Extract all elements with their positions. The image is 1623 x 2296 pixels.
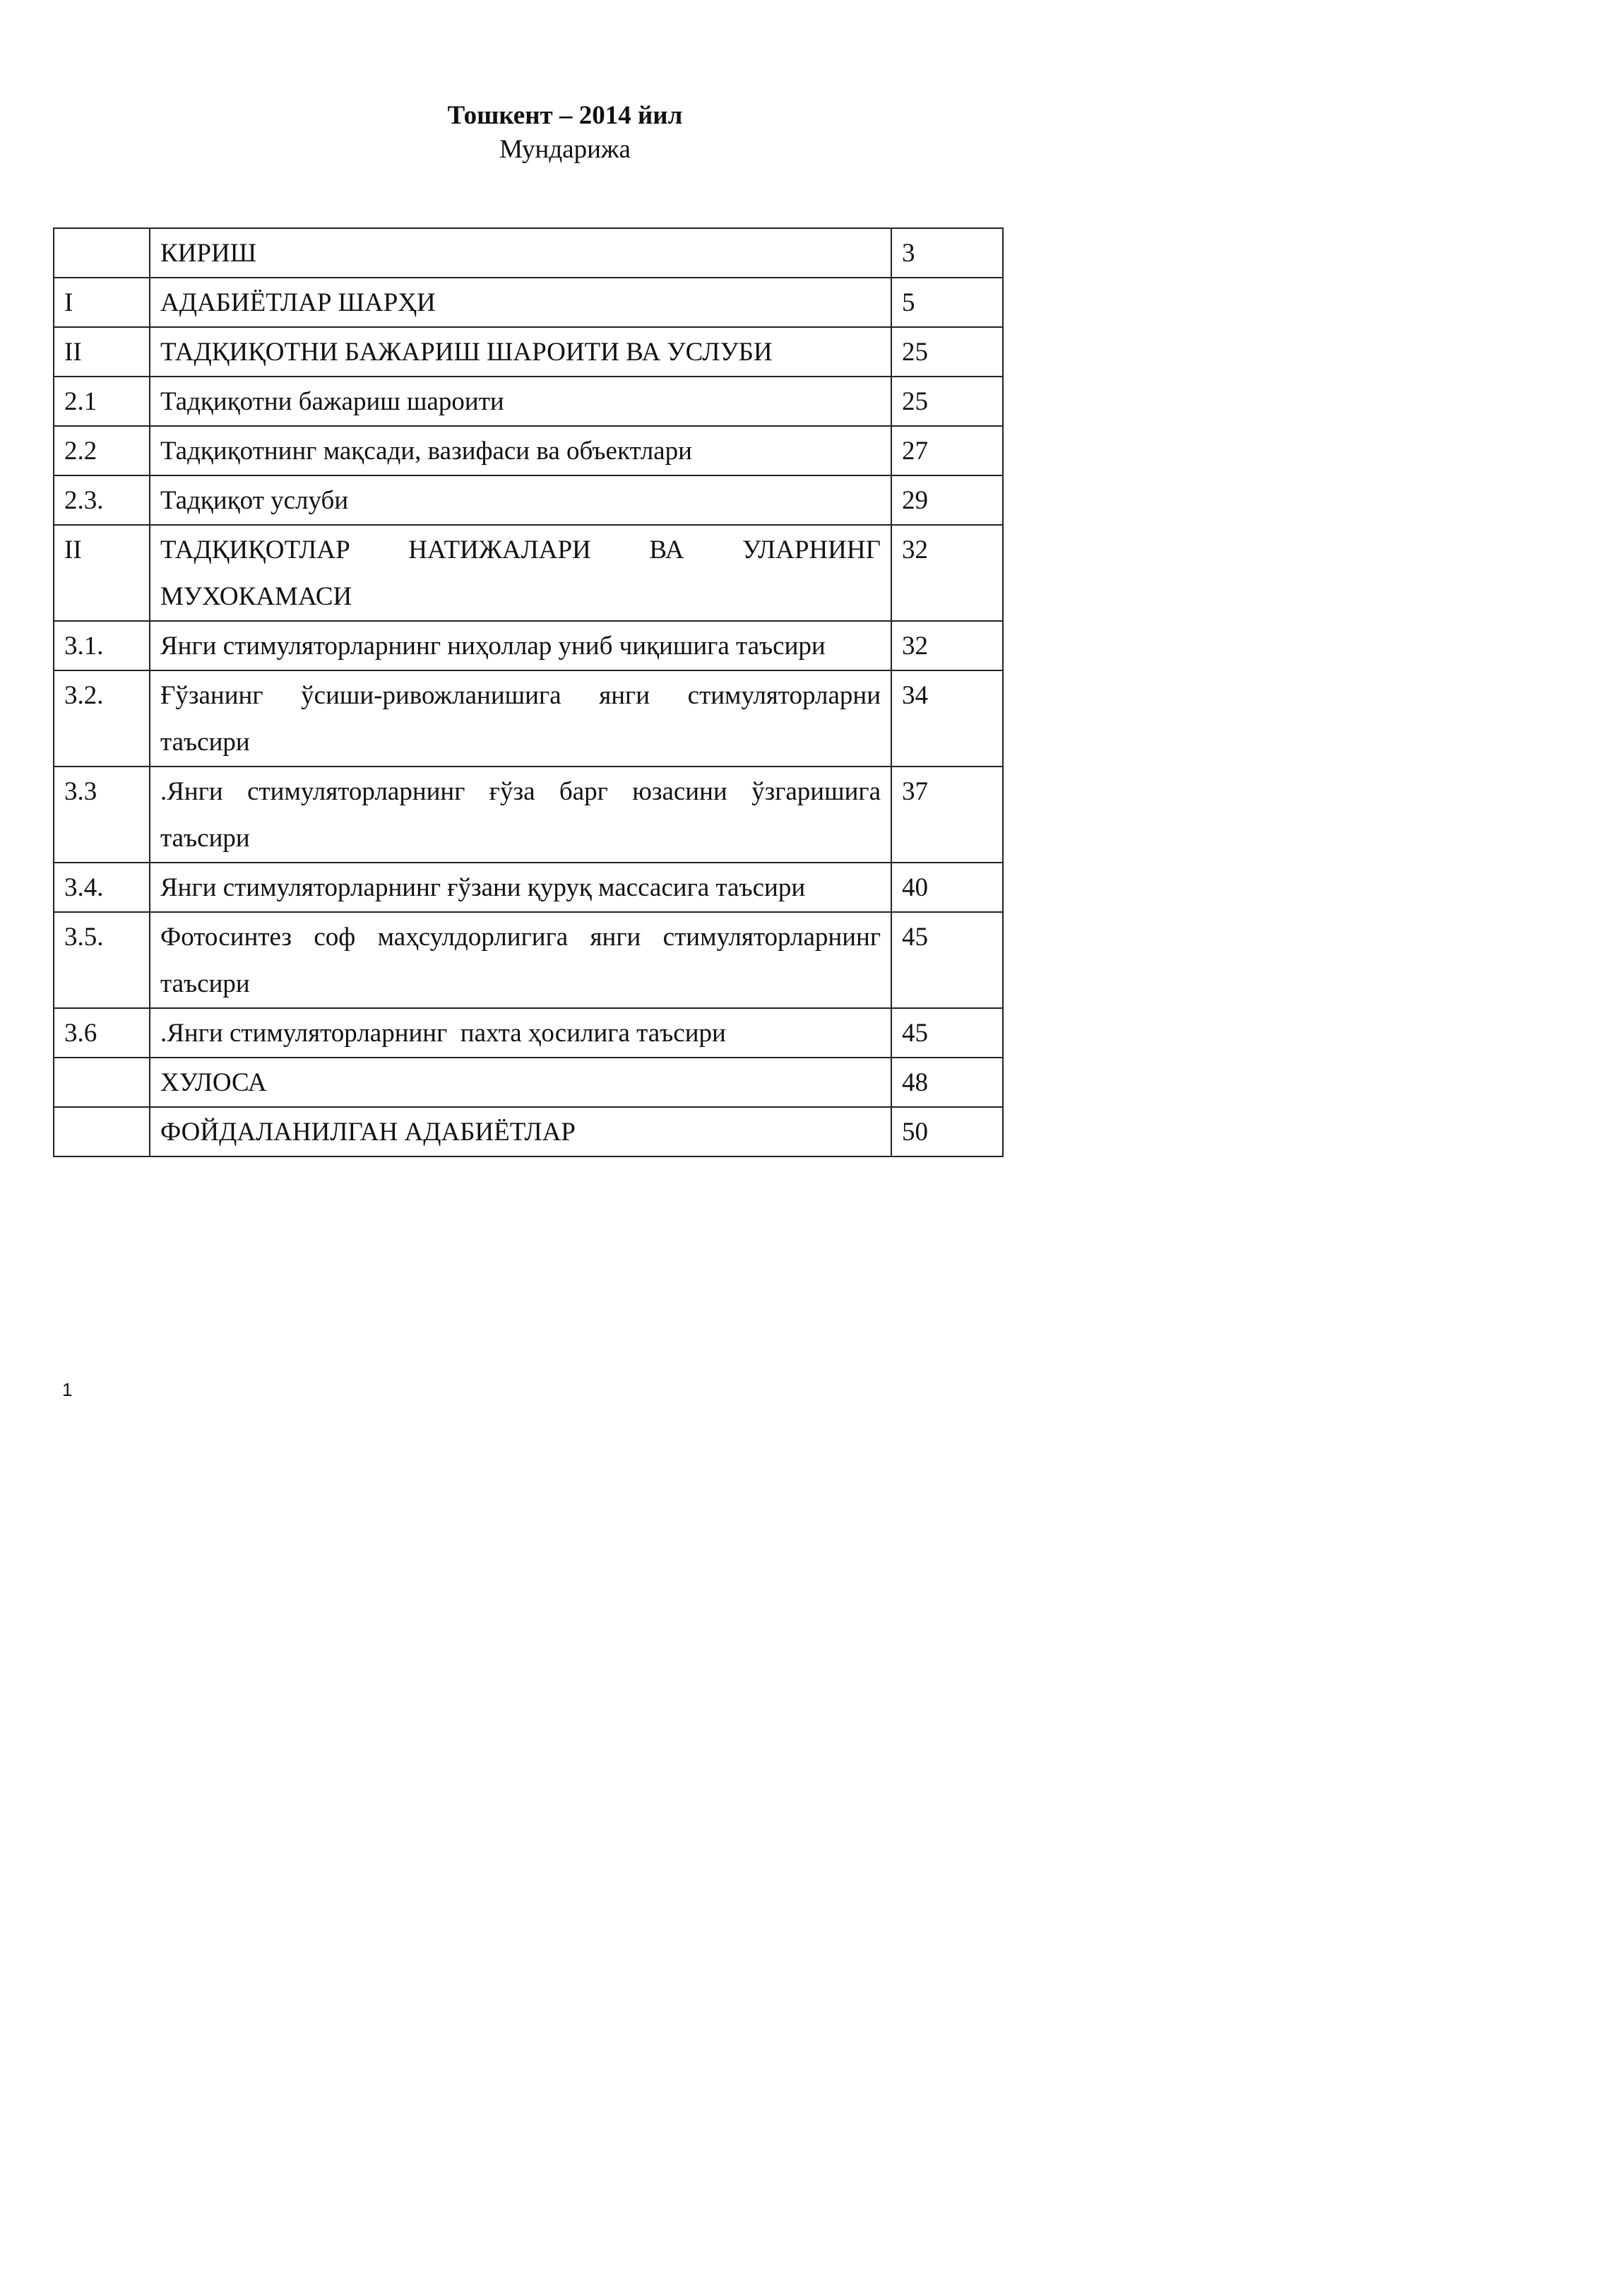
toc-page-number: 25 — [891, 377, 1003, 426]
toc-row — [54, 912, 1003, 1008]
toc-row — [54, 863, 1003, 912]
toc-section-number — [54, 228, 150, 278]
toc-section-title: ТАДҚИҚОТНИ БАЖАРИШ ШАРОИТИ ВА УСЛУБИ — [150, 327, 891, 377]
toc-table — [53, 227, 1004, 1157]
toc-title: Мундарижа — [499, 135, 631, 164]
toc-row — [54, 670, 1003, 767]
toc-row — [54, 426, 1003, 475]
toc-page-number: 27 — [891, 426, 1003, 475]
toc-page-number: 29 — [891, 475, 1003, 525]
toc-row — [54, 767, 1003, 863]
toc-page-number: 25 — [891, 327, 1003, 377]
toc-section-number: 2.2 — [54, 426, 150, 475]
toc-row — [54, 327, 1003, 377]
toc-section-title: КИРИШ — [150, 228, 891, 278]
toc-page-number: 3 — [891, 228, 1003, 278]
toc-row — [54, 1107, 1003, 1156]
toc-section-title: АДАБИЁТЛАР ШАРҲИ — [150, 278, 891, 327]
toc-section-title: Фотосинтез соф маҳсулдорлигига янги стимуляторларнинг таъсири — [150, 912, 891, 1008]
toc-section-title: Ғўзанинг ўсиши-ривожланишига янги стимуляторларни таъсири — [150, 670, 891, 767]
toc-row — [54, 621, 1003, 670]
toc-page-number: 45 — [891, 912, 1003, 1008]
toc-page-number: 32 — [891, 525, 1003, 621]
toc-section-number: 3.4. — [54, 863, 150, 912]
toc-page-number: 37 — [891, 767, 1003, 863]
toc-section-title: .Янги стимуляторларнинг ғўза барг юзасини ўзгаришига таъсири — [150, 767, 891, 863]
toc-section-number — [54, 1058, 150, 1107]
toc-section-number: 3.2. — [54, 670, 150, 767]
toc-section-title: ФОЙДАЛАНИЛГАН АДАБИЁТЛАР — [150, 1107, 891, 1156]
toc-section-number: 3.6 — [54, 1008, 150, 1058]
toc-section-title: Тадқиқотни бажариш шароити — [150, 377, 891, 426]
toc-page-number: 5 — [891, 278, 1003, 327]
toc-section-number: II — [54, 327, 150, 377]
toc-row — [54, 278, 1003, 327]
toc-row — [54, 1058, 1003, 1107]
toc-section-number: 3.5. — [54, 912, 150, 1008]
toc-section-number: I — [54, 278, 150, 327]
toc-row — [54, 377, 1003, 426]
city-year-heading: Тошкент – 2014 йил — [447, 101, 683, 130]
toc-section-number — [54, 1107, 150, 1156]
toc-page-number: 40 — [891, 863, 1003, 912]
toc-row — [54, 228, 1003, 278]
toc-section-title: ХУЛОСА — [150, 1058, 891, 1107]
toc-section-title: ТАДҚИҚОТЛАР НАТИЖАЛАРИ ВА УЛАРНИНГ МУХОКАМАСИ — [150, 525, 891, 621]
toc-section-number: II — [54, 525, 150, 621]
toc-row — [54, 1008, 1003, 1058]
toc-section-title: Тадқиқотнинг мақсади, вазифаси ва объектлари — [150, 426, 891, 475]
toc-section-title: .Янги стимуляторларнинг пахта ҳосилига таъсири — [150, 1008, 891, 1058]
toc-page-number: 48 — [891, 1058, 1003, 1107]
toc-page-number: 32 — [891, 621, 1003, 670]
toc-section-title: Янги стимуляторларнинг ниҳоллар униб чиқишига таъсири — [150, 621, 891, 670]
toc-row — [54, 525, 1003, 621]
page-number: 1 — [62, 1379, 73, 1400]
toc-section-title: Тадқиқот услуби — [150, 475, 891, 525]
toc-section-title: Янги стимуляторларнинг ғўзани қуруқ массасига таъсири — [150, 863, 891, 912]
toc-section-number: 2.1 — [54, 377, 150, 426]
toc-page-number: 50 — [891, 1107, 1003, 1156]
toc-section-number: 3.3 — [54, 767, 150, 863]
toc-section-number: 2.3. — [54, 475, 150, 525]
toc-section-number: 3.1. — [54, 621, 150, 670]
toc-page-number: 45 — [891, 1008, 1003, 1058]
toc-row — [54, 475, 1003, 525]
toc-page-number: 34 — [891, 670, 1003, 767]
